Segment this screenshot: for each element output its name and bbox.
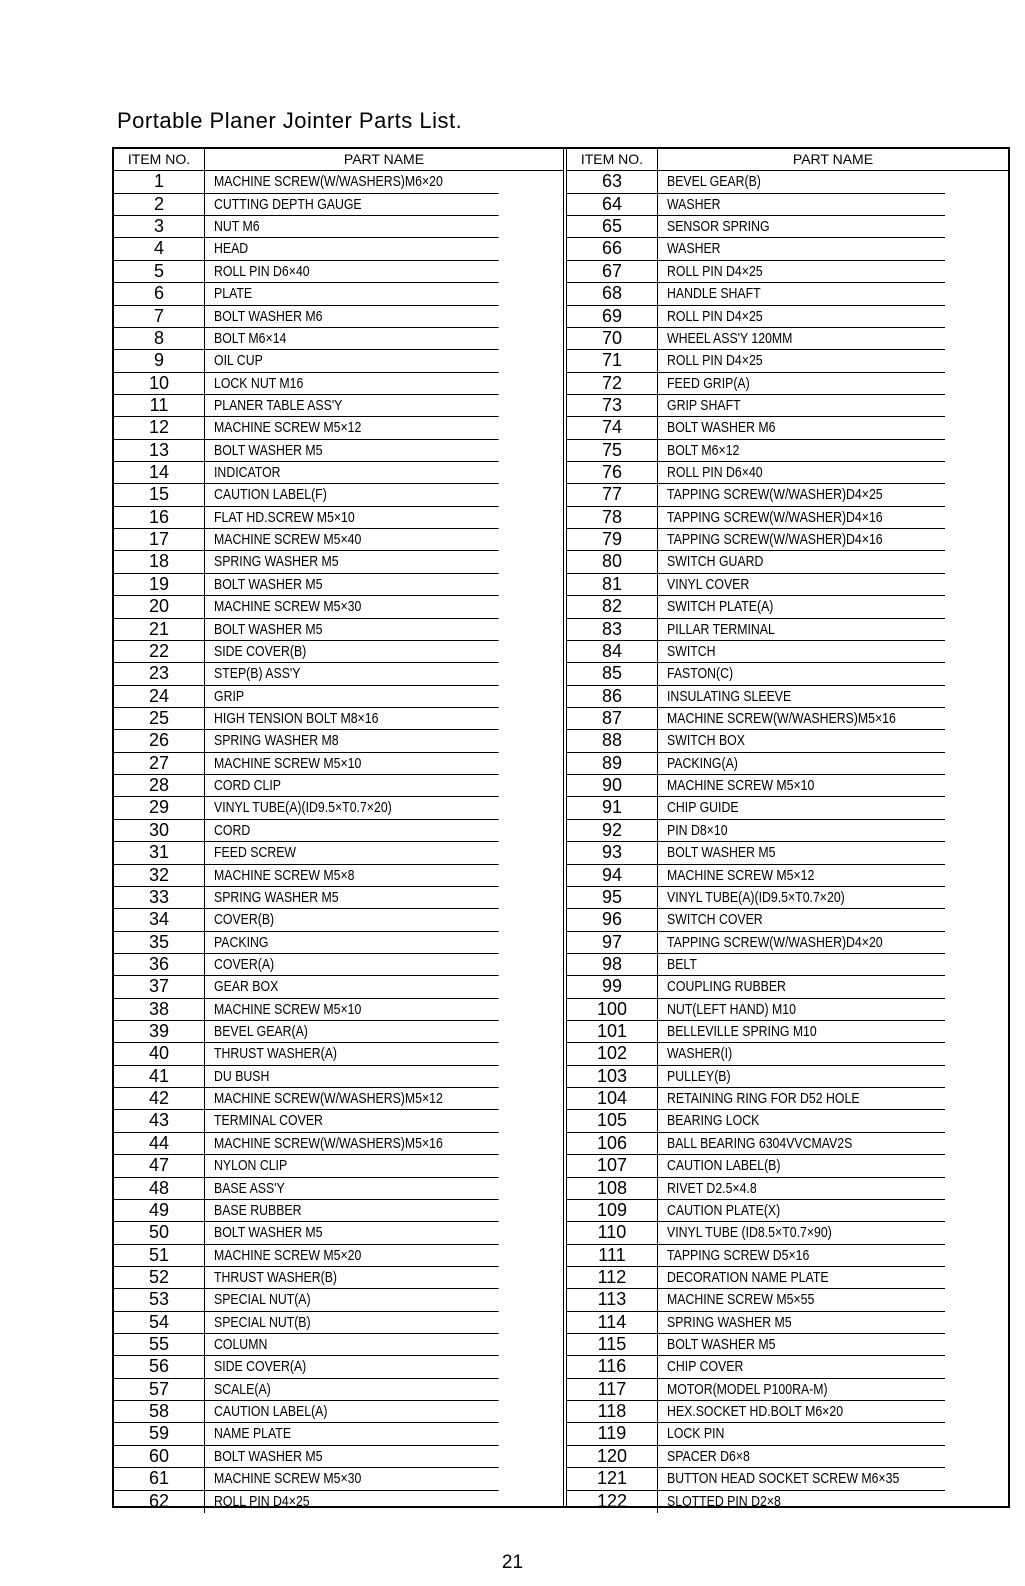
part-name-cell: ROLL PIN D6×40 — [658, 462, 945, 484]
item-number-cell: 18 — [114, 551, 205, 573]
item-number-cell: 29 — [114, 797, 205, 819]
part-name-cell: INSULATING SLEEVE — [658, 686, 945, 708]
item-number-cell: 36 — [114, 954, 205, 976]
part-name-cell: PLATE — [205, 283, 499, 305]
part-name-cell: BOLT WASHER M5 — [205, 440, 499, 462]
item-number-cell: 118 — [567, 1401, 658, 1423]
part-name-cell: VINYL TUBE (ID8.5×T0.7×90) — [658, 1222, 945, 1244]
part-name-cell: MACHINE SCREW(W/WASHERS)M5×16 — [658, 708, 945, 730]
item-number-cell: 56 — [114, 1356, 205, 1378]
item-number-cell: 13 — [114, 440, 205, 462]
item-number-cell: 86 — [567, 686, 658, 708]
part-name-cell: COVER(A) — [205, 954, 499, 976]
item-number-cell: 17 — [114, 529, 205, 551]
part-name-cell: BASE RUBBER — [205, 1200, 499, 1222]
part-name-cell: OIL CUP — [205, 350, 499, 372]
part-name-cell: SPECIAL NUT(B) — [205, 1312, 499, 1334]
part-name-cell: MACHINE SCREW(W/WASHERS)M5×16 — [205, 1133, 499, 1155]
item-number-cell: 53 — [114, 1289, 205, 1311]
part-name-cell: BEVEL GEAR(B) — [658, 171, 945, 193]
item-number-cell: 90 — [567, 775, 658, 797]
part-name-cell: INDICATOR — [205, 462, 499, 484]
item-number-cell: 65 — [567, 216, 658, 238]
item-number-cell: 54 — [114, 1312, 205, 1334]
part-name-cell: MACHINE SCREW M5×55 — [658, 1289, 945, 1311]
item-number-cell: 69 — [567, 306, 658, 328]
part-name-cell: SIDE COVER(B) — [205, 641, 499, 663]
item-number-cell: 93 — [567, 842, 658, 864]
item-number-cell: 77 — [567, 484, 658, 506]
part-name-cell: STEP(B) ASS'Y — [205, 663, 499, 685]
item-number-cell: 40 — [114, 1043, 205, 1065]
part-name-cell: SPACER D6×8 — [658, 1446, 945, 1468]
parts-table-right-half — [563, 149, 1008, 1511]
item-number-cell: 89 — [567, 753, 658, 775]
part-name-cell: NUT M6 — [205, 216, 499, 238]
item-number-cell: 122 — [567, 1491, 658, 1513]
item-number-cell: 49 — [114, 1200, 205, 1222]
part-name-cell: HEX.SOCKET HD.BOLT M6×20 — [658, 1401, 945, 1423]
part-name-cell: SLOTTED PIN D2×8 — [666, 1492, 781, 1510]
item-number-cell: 21 — [114, 619, 205, 641]
item-number-cell: 20 — [114, 596, 205, 618]
part-name-cell: MACHINE SCREW M5×12 — [205, 417, 499, 439]
part-name-cell: VINYL COVER — [658, 574, 945, 596]
item-number-cell: 98 — [567, 954, 658, 976]
item-number-cell: 32 — [114, 865, 205, 887]
item-number-cell: 57 — [114, 1379, 205, 1401]
item-number-cell: 91 — [567, 797, 658, 819]
item-number-cell: 110 — [567, 1222, 658, 1244]
item-number-cell: 22 — [114, 641, 205, 663]
item-number-cell: 111 — [567, 1245, 658, 1267]
item-number-cell: 84 — [567, 641, 658, 663]
part-name-cell: NYLON CLIP — [205, 1155, 499, 1177]
part-name-cell: COLUMN — [205, 1334, 499, 1356]
item-number-cell: 64 — [567, 194, 658, 216]
part-name-cell: PACKING(A) — [658, 753, 945, 775]
item-number-cell: 2 — [114, 194, 205, 216]
item-number-cell: 11 — [114, 395, 205, 417]
part-name-cell: BELT — [658, 954, 945, 976]
part-name-cell: COVER(B) — [205, 909, 499, 931]
page-number: 21 — [501, 1552, 524, 1573]
item-number-cell: 67 — [567, 261, 658, 283]
part-name-cell: MACHINE SCREW M5×12 — [658, 865, 945, 887]
item-number-cell: 16 — [114, 507, 205, 529]
part-name-cell: BUTTON HEAD SOCKET SCREW M6×35 — [658, 1468, 945, 1490]
part-name-cell: BEVEL GEAR(A) — [205, 1021, 499, 1043]
item-number-cell: 48 — [114, 1178, 205, 1200]
item-number-cell: 25 — [114, 708, 205, 730]
part-name-cell: ROLL PIN D4×25 — [658, 306, 945, 328]
part-name-cell: HANDLE SHAFT — [658, 283, 945, 305]
item-number-cell: 73 — [567, 395, 658, 417]
part-name-cell: LOCK PIN — [658, 1423, 945, 1445]
part-name-cell: GRIP — [205, 686, 499, 708]
part-name-cell: BOLT WASHER M5 — [205, 574, 499, 596]
item-number-cell: 117 — [567, 1379, 658, 1401]
part-name-cell: RETAINING RING FOR D52 HOLE — [658, 1088, 945, 1110]
item-number-cell: 8 — [114, 328, 205, 350]
part-name-cell: CORD CLIP — [205, 775, 499, 797]
part-name-cell: CORD — [205, 820, 499, 842]
part-name-cell: MACHINE SCREW M5×10 — [205, 999, 499, 1021]
item-number-cell: 60 — [114, 1446, 205, 1468]
part-name-cell: SENSOR SPRING — [658, 216, 945, 238]
part-name-cell: WASHER — [658, 238, 945, 260]
part-name-cell: SIDE COVER(A) — [205, 1356, 499, 1378]
item-number-cell: 94 — [567, 865, 658, 887]
item-number-cell: 50 — [114, 1222, 205, 1244]
item-number-cell: 31 — [114, 842, 205, 864]
item-number-cell: 30 — [114, 820, 205, 842]
part-name-cell: BOLT WASHER M5 — [205, 1446, 499, 1468]
item-number-cell: 27 — [114, 753, 205, 775]
item-number-cell: 83 — [567, 619, 658, 641]
part-name-cell: BOLT WASHER M5 — [658, 1334, 945, 1356]
item-number-cell: 55 — [114, 1334, 205, 1356]
item-number-cell: 15 — [114, 484, 205, 506]
item-number-cell: 38 — [114, 999, 205, 1021]
item-number-cell: 75 — [567, 440, 658, 462]
part-name-cell: SPECIAL NUT(A) — [205, 1289, 499, 1311]
item-number-cell: 14 — [114, 462, 205, 484]
part-name-cell: MACHINE SCREW M5×8 — [205, 865, 499, 887]
item-number-cell: 1 — [114, 171, 205, 193]
item-number-cell: 23 — [114, 663, 205, 685]
part-name-cell: FEED GRIP(A) — [658, 373, 945, 395]
part-name-cell: VINYL TUBE(A)(ID9.5×T0.7×20) — [658, 887, 945, 909]
item-number-cell: 78 — [567, 507, 658, 529]
part-name-cell: SWITCH GUARD — [658, 551, 945, 573]
part-name-cell: WASHER(I) — [658, 1043, 945, 1065]
part-name-cell: TAPPING SCREW(W/WASHER)D4×16 — [658, 529, 945, 551]
item-number-cell: 26 — [114, 730, 205, 752]
item-number-cell: 51 — [114, 1245, 205, 1267]
part-name-cell: CAUTION PLATE(X) — [658, 1200, 945, 1222]
item-number-cell: 24 — [114, 686, 205, 708]
part-name-cell: PACKING — [205, 932, 499, 954]
part-name-cell: ROLL PIN D4×25 — [658, 350, 945, 372]
part-name-cell: TERMINAL COVER — [205, 1110, 499, 1132]
item-number-cell: 35 — [114, 932, 205, 954]
item-number-cell: 9 — [114, 350, 205, 372]
item-number-cell: 116 — [567, 1356, 658, 1378]
part-name-cell: MACHINE SCREW(W/WASHERS)M5×12 — [205, 1088, 499, 1110]
item-number-cell: 68 — [567, 283, 658, 305]
part-name-cell: SCALE(A) — [205, 1379, 499, 1401]
part-name-cell: COUPLING RUBBER — [658, 976, 945, 998]
part-name-cell: BOLT WASHER M6 — [205, 306, 499, 328]
item-no-header: ITEM NO. — [114, 149, 205, 171]
item-number-cell: 3 — [114, 216, 205, 238]
part-name-cell: MACHINE SCREW(W/WASHERS)M6×20 — [205, 171, 499, 193]
part-name-cell: RIVET D2.5×4.8 — [658, 1178, 945, 1200]
part-name-cell: MACHINE SCREW M5×30 — [205, 1468, 499, 1490]
part-name-cell: LOCK NUT M16 — [205, 373, 499, 395]
item-number-cell: 107 — [567, 1155, 658, 1177]
item-number-cell: 96 — [567, 909, 658, 931]
item-number-cell: 5 — [114, 261, 205, 283]
item-number-cell: 42 — [114, 1088, 205, 1110]
part-name-cell: DECORATION NAME PLATE — [658, 1267, 945, 1289]
part-name-cell: BOLT WASHER M5 — [658, 842, 945, 864]
part-name-cell: BEARING LOCK — [658, 1110, 945, 1132]
part-name-cell: PILLAR TERMINAL — [658, 619, 945, 641]
part-name-cell: BOLT M6×12 — [658, 440, 945, 462]
part-name-cell: CHIP COVER — [658, 1356, 945, 1378]
part-name-cell: SWITCH COVER — [658, 909, 945, 931]
part-name-cell: CAUTION LABEL(F) — [205, 484, 499, 506]
item-number-cell: 76 — [567, 462, 658, 484]
part-name-cell: SPRING WASHER M8 — [205, 730, 499, 752]
part-name-cell: THRUST WASHER(A) — [205, 1043, 499, 1065]
part-name-cell: NAME PLATE — [205, 1423, 499, 1445]
part-name-cell: PLANER TABLE ASS'Y — [205, 395, 499, 417]
item-number-cell: 106 — [567, 1133, 658, 1155]
part-name-cell: FASTON(C) — [658, 663, 945, 685]
item-number-cell: 108 — [567, 1178, 658, 1200]
part-name-cell: TAPPING SCREW(W/WASHER)D4×25 — [658, 484, 945, 506]
item-number-cell: 121 — [567, 1468, 658, 1490]
item-number-cell: 37 — [114, 976, 205, 998]
item-number-cell: 41 — [114, 1066, 205, 1088]
part-name-cell: BOLT M6×14 — [205, 328, 499, 350]
item-number-cell: 39 — [114, 1021, 205, 1043]
part-name-cell: ROLL PIN D6×40 — [205, 261, 499, 283]
item-number-cell: 43 — [114, 1110, 205, 1132]
part-name-cell: BOLT WASHER M6 — [658, 417, 945, 439]
part-name-cell: CAUTION LABEL(B) — [658, 1155, 945, 1177]
part-name-cell: ROLL PIN D4×25 — [214, 1492, 310, 1510]
item-number-cell: 80 — [567, 551, 658, 573]
part-name-cell: CUTTING DEPTH GAUGE — [205, 194, 499, 216]
item-number-cell: 119 — [567, 1423, 658, 1445]
part-name-cell: HIGH TENSION BOLT M8×16 — [205, 708, 499, 730]
part-name-cell: VINYL TUBE(A)(ID9.5×T0.7×20) — [205, 797, 499, 819]
part-name-cell: MACHINE SCREW M5×10 — [658, 775, 945, 797]
part-name-cell: SWITCH — [658, 641, 945, 663]
part-name-cell: BALL BEARING 6304VVCMAV2S — [658, 1133, 945, 1155]
item-number-cell: 28 — [114, 775, 205, 797]
item-number-cell: 70 — [567, 328, 658, 350]
item-number-cell: 103 — [567, 1066, 658, 1088]
part-name-cell: MACHINE SCREW M5×40 — [205, 529, 499, 551]
part-name-cell: CAUTION LABEL(A) — [205, 1401, 499, 1423]
part-name-cell: GEAR BOX — [205, 976, 499, 998]
item-number-cell: 63 — [567, 171, 658, 193]
item-number-cell: 71 — [567, 350, 658, 372]
item-no-header: ITEM NO. — [567, 149, 658, 171]
item-number-cell: 82 — [567, 596, 658, 618]
item-number-cell: 114 — [567, 1312, 658, 1334]
part-name-cell: SWITCH PLATE(A) — [658, 596, 945, 618]
part-name-cell: MACHINE SCREW M5×10 — [205, 753, 499, 775]
part-name-cell: PIN D8×10 — [658, 820, 945, 842]
item-number-cell: 99 — [567, 976, 658, 998]
item-number-cell: 66 — [567, 238, 658, 260]
part-name-cell: HEAD — [205, 238, 499, 260]
part-name-cell: TAPPING SCREW(W/WASHER)D4×16 — [658, 507, 945, 529]
item-number-cell: 100 — [567, 999, 658, 1021]
item-number-cell: 95 — [567, 887, 658, 909]
part-name-cell: NUT(LEFT HAND) M10 — [658, 999, 945, 1021]
item-number-cell: 7 — [114, 306, 205, 328]
parts-table — [112, 147, 1010, 1511]
part-name-cell: ROLL PIN D4×25 — [658, 261, 945, 283]
part-name-header: PART NAME — [658, 149, 1008, 171]
part-name-cell: WHEEL ASS'Y 120MM — [658, 328, 945, 350]
page-title: Portable Planer Jointer Parts List. — [117, 108, 463, 133]
part-name-cell: SPRING WASHER M5 — [205, 551, 499, 573]
item-number-cell: 44 — [114, 1133, 205, 1155]
item-number-cell: 97 — [567, 932, 658, 954]
part-name-cell: PULLEY(B) — [658, 1066, 945, 1088]
part-name-cell: TAPPING SCREW D5×16 — [658, 1245, 945, 1267]
item-number-cell: 61 — [114, 1468, 205, 1490]
part-name-cell: SWITCH BOX — [658, 730, 945, 752]
item-number-cell: 101 — [567, 1021, 658, 1043]
item-number-cell: 34 — [114, 909, 205, 931]
part-name-cell: MACHINE SCREW M5×30 — [205, 596, 499, 618]
item-number-cell: 62 — [114, 1491, 205, 1513]
part-name-cell: BELLEVILLE SPRING M10 — [658, 1021, 945, 1043]
item-number-cell: 113 — [567, 1289, 658, 1311]
item-number-cell: 115 — [567, 1334, 658, 1356]
part-name-cell: CHIP GUIDE — [658, 797, 945, 819]
part-name-cell: BOLT WASHER M5 — [205, 619, 499, 641]
part-name-cell: SPRING WASHER M5 — [658, 1312, 945, 1334]
part-name-cell: THRUST WASHER(B) — [205, 1267, 499, 1289]
part-name-cell: FLAT HD.SCREW M5×10 — [205, 507, 499, 529]
item-number-cell: 85 — [567, 663, 658, 685]
item-number-cell: 104 — [567, 1088, 658, 1110]
item-number-cell: 88 — [567, 730, 658, 752]
part-name-cell: BOLT WASHER M5 — [205, 1222, 499, 1244]
item-number-cell: 109 — [567, 1200, 658, 1222]
item-number-cell: 120 — [567, 1446, 658, 1468]
part-name-cell: GRIP SHAFT — [658, 395, 945, 417]
item-number-cell: 72 — [567, 373, 658, 395]
part-name-cell: MACHINE SCREW M5×20 — [205, 1245, 499, 1267]
item-number-cell: 10 — [114, 373, 205, 395]
item-number-cell: 81 — [567, 574, 658, 596]
item-number-cell: 33 — [114, 887, 205, 909]
item-number-cell: 74 — [567, 417, 658, 439]
item-number-cell: 79 — [567, 529, 658, 551]
item-number-cell: 92 — [567, 820, 658, 842]
part-name-cell: TAPPING SCREW(W/WASHER)D4×20 — [658, 932, 945, 954]
item-number-cell: 6 — [114, 283, 205, 305]
part-name-cell: SPRING WASHER M5 — [205, 887, 499, 909]
item-number-cell: 112 — [567, 1267, 658, 1289]
part-name-cell: WASHER — [658, 194, 945, 216]
item-number-cell: 19 — [114, 574, 205, 596]
item-number-cell: 58 — [114, 1401, 205, 1423]
parts-table-left-half — [114, 149, 563, 1511]
item-number-cell: 52 — [114, 1267, 205, 1289]
part-name-cell: DU BUSH — [205, 1066, 499, 1088]
part-name-cell: MOTOR(MODEL P100RA-M) — [658, 1379, 945, 1401]
part-name-cell: BASE ASS'Y — [205, 1178, 499, 1200]
item-number-cell: 105 — [567, 1110, 658, 1132]
item-number-cell: 59 — [114, 1423, 205, 1445]
part-name-cell: FEED SCREW — [205, 842, 499, 864]
item-number-cell: 87 — [567, 708, 658, 730]
item-number-cell: 12 — [114, 417, 205, 439]
part-name-header: PART NAME — [205, 149, 563, 171]
item-number-cell: 102 — [567, 1043, 658, 1065]
item-number-cell: 4 — [114, 238, 205, 260]
item-number-cell: 47 — [114, 1155, 205, 1177]
